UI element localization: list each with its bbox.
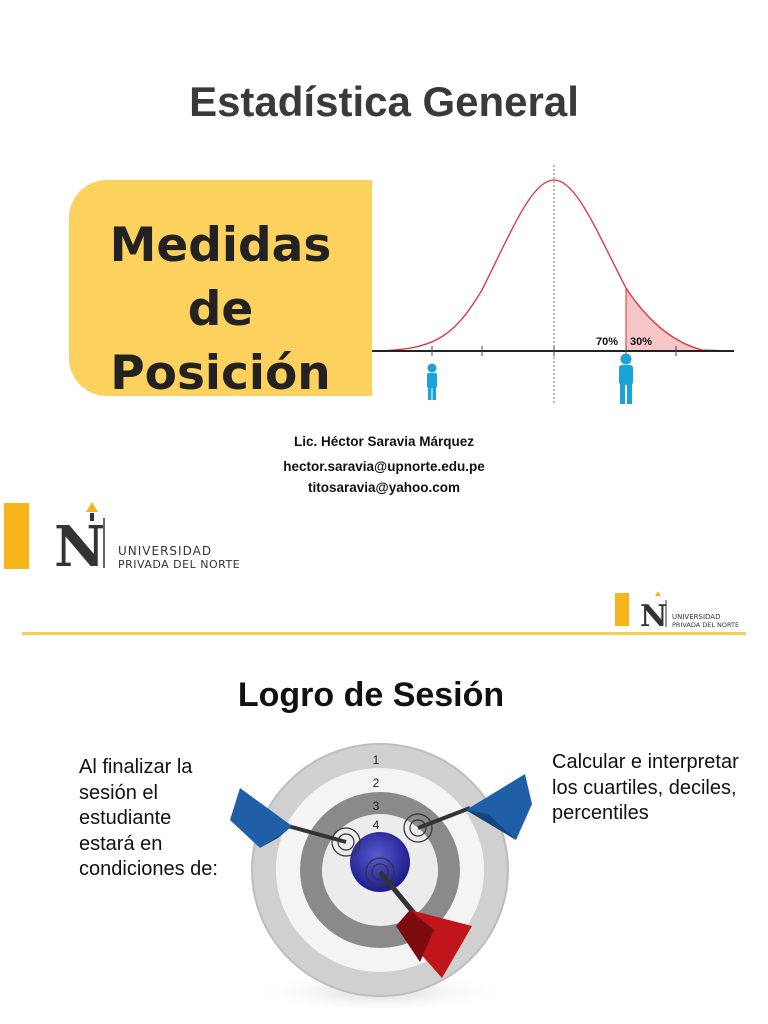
author-name: Lic. Héctor Saravia Márquez <box>293 434 475 449</box>
author-email-2[interactable]: titosaravia@yahoo.com <box>308 480 460 495</box>
logo-line-1: UNIVERSIDAD <box>118 544 213 558</box>
ring-number-1: 1 <box>372 753 380 767</box>
slide1-title: Estadística General <box>189 78 579 125</box>
person-small-icon <box>427 364 437 401</box>
logo-small-line-1: UNIVERSIDAD <box>672 613 721 621</box>
ring-number-4: 4 <box>372 818 380 832</box>
author-email-1[interactable]: hector.saravia@upnorte.edu.pe <box>283 459 485 474</box>
label-30: 30% <box>630 336 653 348</box>
header-divider <box>22 632 746 635</box>
logo-accent-bar <box>4 503 29 569</box>
ring-number-2: 2 <box>372 776 380 790</box>
logo-line-2: PRIVADA DEL NORTE <box>118 558 241 571</box>
person-tall-icon <box>619 354 633 405</box>
topic-line-2: Posición <box>110 346 331 401</box>
slide2-title: Logro de Sesión <box>237 676 505 714</box>
ring-number-3: 3 <box>372 799 380 813</box>
logo-flame-icon-small <box>655 591 661 596</box>
label-70: 70% <box>596 336 619 348</box>
topic-line-1: Medidas de <box>109 218 332 337</box>
logo-n-letter: N <box>54 514 106 572</box>
target-bullseye <box>350 832 410 892</box>
topic-title <box>69 214 372 406</box>
logo-accent-bar-small <box>615 593 629 626</box>
logo-flame-icon <box>86 502 98 512</box>
bell-curve <box>372 180 734 351</box>
svg-text:N: N <box>640 599 668 630</box>
university-logo-small <box>638 590 756 630</box>
normal-curve-illustration <box>372 160 744 410</box>
target-illustration <box>220 730 540 1020</box>
logo-small-line-2: PRIVADA DEL NORTE <box>672 621 740 629</box>
university-logo <box>52 500 282 572</box>
objective-text: Calcular e interpretar los cuartiles, deciles, percentiles <box>552 751 739 824</box>
intro-text: Al finalizar la sesión el estudiante estará en condiciones de: <box>79 756 218 880</box>
